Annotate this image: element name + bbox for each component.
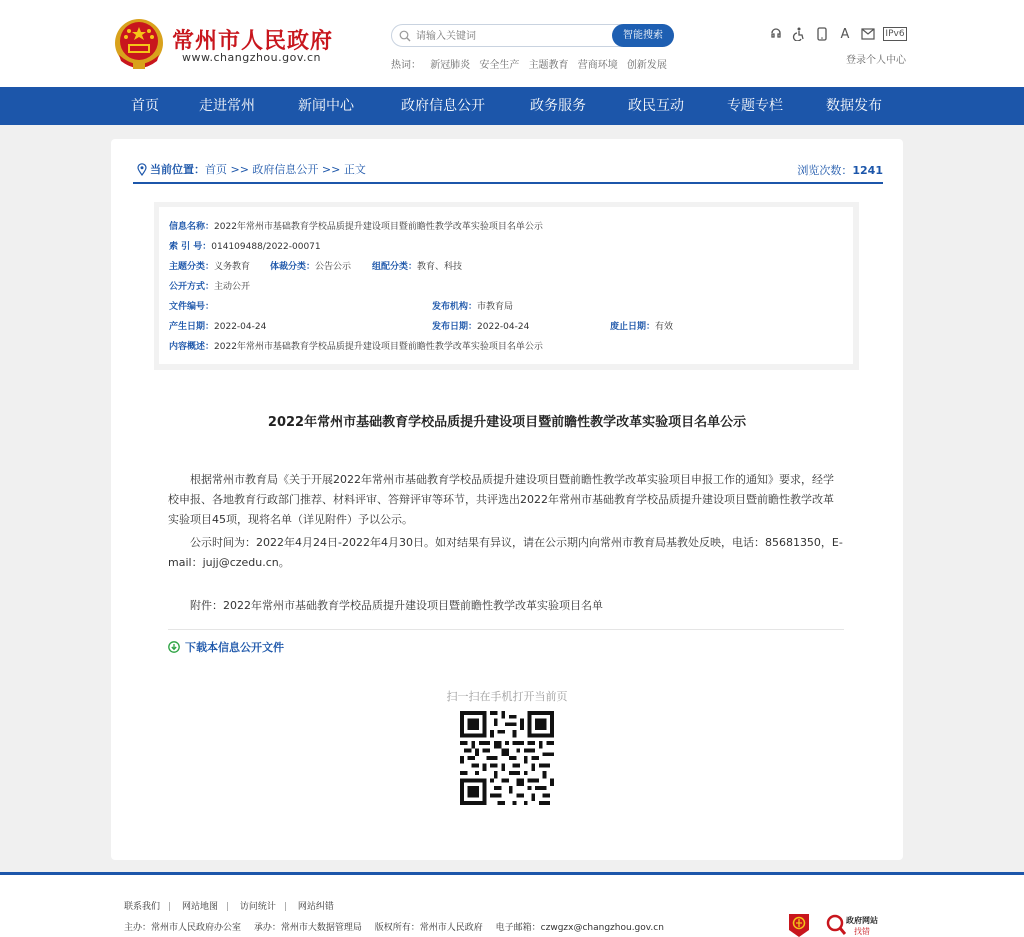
mail-icon[interactable] (860, 26, 876, 42)
hot-word-link[interactable]: 主题教育 (528, 60, 569, 71)
badge-text: 政府网站 (846, 916, 878, 925)
nav-item-home[interactable]: 首页 (131, 98, 159, 114)
nav-item-news[interactable]: 新闻中心 (298, 98, 354, 114)
meta-row-genre: 体裁分类：公告公示 (270, 262, 352, 272)
nav-item-data[interactable]: 数据发布 (826, 98, 882, 114)
meta-row-name: 信息名称：2022年常州市基础教育学校品质提升建设项目暨前瞻性教学改革实验项目名单公示 (169, 222, 543, 232)
nav-item-about[interactable]: 走进常州 (199, 98, 255, 114)
download-label: 下载本信息公开文件 (185, 641, 284, 654)
breadcrumb-label: 当前位置： (150, 163, 205, 176)
accessibility-icon[interactable] (791, 26, 807, 42)
meta-row-index: 索 引 号：014109488/2022-00071 (169, 242, 321, 252)
meta-row-summary: 内容概述：2022年常州市基础教育学校品质提升建设项目暨前瞻性教学改革实验项目名单公示 (169, 342, 543, 352)
meta-row-docno: 文件编号： (169, 302, 215, 312)
hot-words (391, 56, 673, 71)
footer-link-contact[interactable]: 联系我们 (124, 902, 161, 912)
meta-row-created: 产生日期：2022-04-24 (169, 322, 267, 332)
site-title[interactable]: 常州市人民政府 (172, 29, 334, 54)
magnifier-icon (826, 914, 846, 936)
breadcrumb-path[interactable]: 首页 >> 政府信息公开 >> 正文 (205, 163, 366, 176)
breadcrumb (137, 161, 366, 177)
site-url: www.changzhou.gov.cn (182, 51, 322, 64)
meta-row-open: 公开方式：主动公开 (169, 282, 251, 292)
hot-label: 热词： (391, 60, 421, 71)
search-button[interactable]: 智能搜索 (612, 24, 674, 47)
footer-copyright: 版权所有：常州市人民政府 (374, 923, 483, 933)
party-gov-badge-icon[interactable] (787, 912, 811, 937)
footer-link-sitemap[interactable]: 网站地图 (181, 902, 218, 912)
badge-sub: 找错 (854, 927, 870, 936)
website-error-report-badge[interactable] (826, 913, 886, 937)
site-header (0, 0, 1024, 87)
audio-icon[interactable] (768, 26, 784, 42)
search-icon (399, 30, 411, 42)
hot-word-link[interactable]: 创新发展 (626, 60, 667, 71)
footer-email: 电子邮箱：czwgzx@changzhou.gov.cn (495, 923, 664, 933)
footer-undertaker: 承办：常州市大数据管理局 (253, 923, 362, 933)
ipv6-icon (883, 26, 907, 42)
hot-word-link[interactable]: 安全生产 (479, 60, 520, 71)
view-counter (797, 162, 883, 178)
mobile-icon[interactable] (814, 26, 830, 42)
views-label: 浏览次数： (797, 164, 853, 177)
main-nav (0, 87, 1024, 125)
login-link[interactable]: 登录个人中心 (846, 55, 906, 66)
footer-host: 主办：常州市人民政府办公室 (124, 923, 242, 933)
article-paragraph: 公示时间为：2022年4月24日-2022年4月30日。如对结果有异议，请在公示期内向常州市教育局基教处反映，电话：85681350，E-mail：jujj@czedu.cn。 (168, 536, 843, 569)
footer-link-report[interactable]: 网站纠错 (297, 902, 334, 912)
breadcrumb-divider (133, 182, 883, 184)
download-link[interactable] (168, 639, 284, 655)
location-pin-icon (137, 163, 147, 176)
nav-item-interaction[interactable]: 政民互动 (628, 98, 684, 114)
site-footer (0, 875, 1024, 937)
article-attachment: 附件：2022年常州市基础教育学校品质提升建设项目暨前瞻性教学改革实验项目名单 (190, 599, 603, 612)
article-paragraph: 根据常州市教育局《关于开展2022年常州市基础教育学校品质提升建设项目暨前瞻性教学改革实验项目申报工作的通知》要求，经学校申报、各地教育行政部门推荐、材料评审、答辩评审等环节，共评选出2022年常州市基础教育学校品质提升建设项目暨前瞻性教学改革实验项目45项，现将名单（详见附件）予以公示。 (168, 473, 834, 526)
content-card (111, 139, 903, 860)
meta-row-expire: 废止日期：有效 (610, 322, 674, 332)
footer-links: 联系我们 | 网站地图 | 访问统计 | 网站纠错 (124, 902, 334, 912)
meta-row-category: 组配分类：教育、科技 (372, 262, 463, 272)
qr-caption: 扫一扫在手机打开当前页 (446, 690, 568, 703)
search-input[interactable] (416, 27, 606, 45)
nav-item-disclosure[interactable]: 政府信息公开 (401, 98, 485, 114)
download-icon (168, 641, 180, 653)
hot-word-link[interactable]: 营商环境 (577, 60, 618, 71)
national-emblem-icon (113, 17, 165, 71)
hot-word-link[interactable]: 新冠肺炎 (430, 60, 471, 71)
qr-code-icon (460, 711, 554, 805)
nav-item-services[interactable]: 政务服务 (530, 98, 586, 114)
meta-row-published: 发布日期：2022-04-24 (432, 322, 530, 332)
nav-item-topics[interactable]: 专题专栏 (727, 98, 783, 114)
font-size-icon[interactable]: A (840, 26, 850, 42)
meta-row-topic: 主题分类：义务教育 (169, 262, 251, 272)
footer-info (124, 920, 674, 933)
content-divider (168, 629, 844, 630)
footer-link-stats[interactable]: 访问统计 (239, 902, 276, 912)
toolbar (768, 26, 914, 42)
metadata-panel (154, 202, 859, 370)
meta-row-issuer: 发布机构：市教育局 (432, 302, 514, 312)
views-count: 1241 (852, 164, 883, 177)
ipv6-label: IPv6 (885, 29, 905, 39)
article-title: 2022年常州市基础教育学校品质提升建设项目暨前瞻性教学改革实验项目名单公示 (267, 415, 747, 430)
search-box (391, 24, 674, 47)
